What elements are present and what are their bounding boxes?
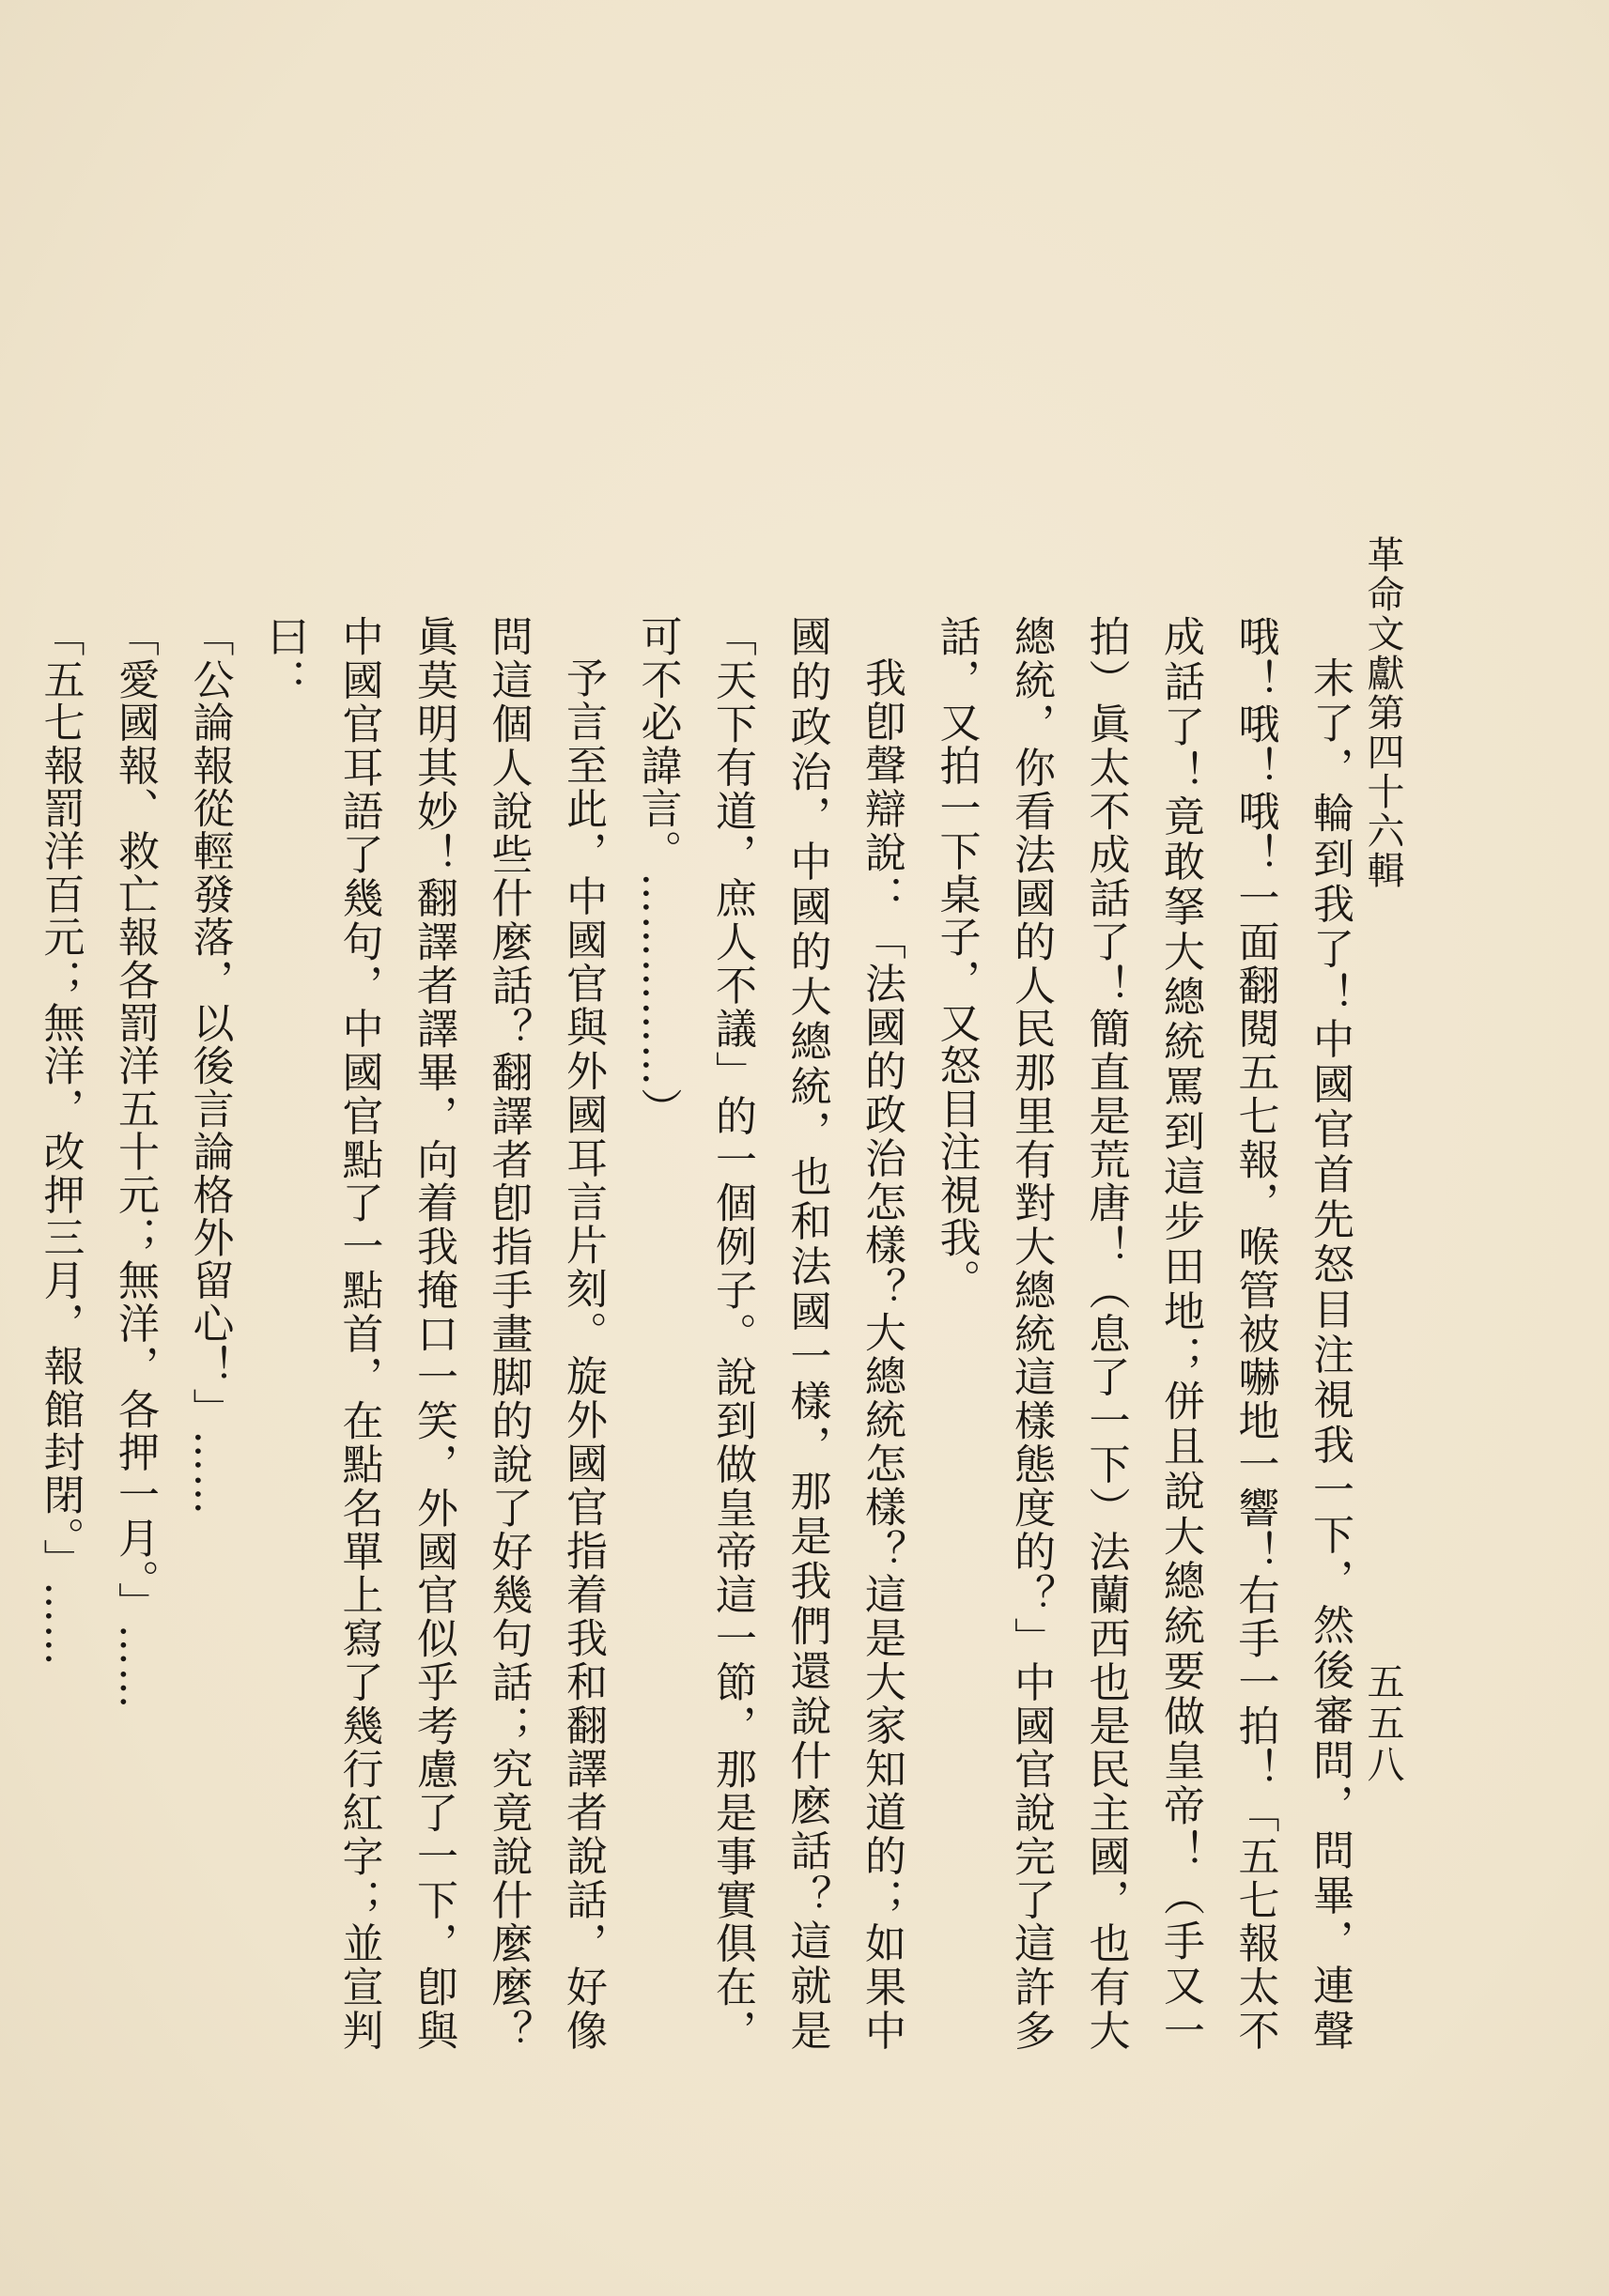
paragraph: 我卽聲辯說：「法國的政治怎樣？大總統怎樣？這是大家知道的；如果中國的政治，中國的大總統，也和法國一樣，那是我們還說什麽話？這就是「天下有道，庶人不議」的一個例子。說到做皇帝這一節，那是事實俱在，可不必諱言。……………）	[633, 615, 905, 2052]
page-number: 五五八	[1361, 1662, 1404, 1786]
verdict-line: 「愛國報、救亡報各罰洋五十元；無洋，各押一月。」……	[111, 615, 159, 1711]
verdict-line: 「五七報罰洋百元；無洋，改押三月，報館封閉。」……	[36, 615, 85, 1668]
paragraph: 予言至此，中國官與外國耳言片刻。旋外國官指着我和翻譯者說話，好像問這個人說些什麼話？翻譯者卽指手畫脚的說了好幾句話；究竟說什麼麼？眞莫明其妙！翻譯者譯畢，向着我掩口一笑，外國官似乎考慮了一下，卽與中國官耳語了幾句，中國官點了一點首，在點名單上寫了幾行紅字；並宣判曰：	[260, 615, 607, 2052]
verdict-line: 「公論報從輕發落，以後言論格外留心！」……	[185, 615, 234, 1517]
paragraph: 末了，輪到我了！中國官首先怒目注視我一下，然後審問，問畢，連聲哦！哦！哦！一面翻閱五七報，喉管被嚇地一響！右手一拍！「五七報太不成話了！竟敢拏大總統罵到這步田地；併且說大總統要做皇帝！（手又一拍）眞太不成話了！簡直是荒唐！（息了一下）法蘭西也是民主國，也有大總統，你看法國的人民那里有對大總統這樣態度的？」中國官說完了這許多話，又拍一下桌子，又怒目注視我。	[932, 615, 1354, 2052]
header-title: 革命文獻第四十六輯	[1361, 535, 1404, 890]
body-text	[36, 615, 1367, 2052]
